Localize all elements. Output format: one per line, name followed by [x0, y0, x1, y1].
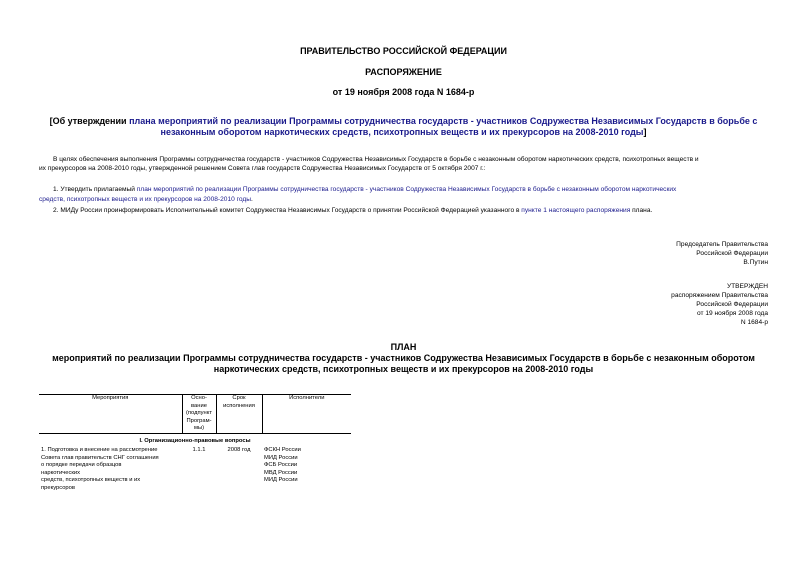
- plan-title: ПЛАН: [390, 342, 417, 352]
- approval-line3: Российской Федерации: [696, 301, 768, 308]
- document-date: от 19 ноября 2008 года N 1684-р: [332, 87, 475, 97]
- section-title: I. Организационно-правовые вопросы: [139, 437, 251, 444]
- section-row: [39, 433, 351, 447]
- signature-line2: Российской Федерации: [696, 250, 768, 257]
- activity-l5: средств, психотропных веществ и их: [41, 477, 141, 483]
- basis-h1: Осно-: [191, 395, 207, 401]
- table-row: [39, 447, 351, 492]
- approval-line5: N 1684-р: [740, 319, 768, 326]
- point1-link[interactable]: пункте 1 настоящего распоряжения: [521, 207, 631, 214]
- activity-l6: прекурсоров: [41, 484, 75, 491]
- item2-prefix: 2. МИДу России проинформировать Исполнительный комитет Содружества Независимых Государств о принятии Российской Федерацией указанного в: [53, 207, 522, 214]
- item2-suffix: плана.: [630, 207, 653, 214]
- item1-suffix: .: [250, 196, 253, 203]
- executors-cell: [262, 447, 351, 492]
- table-header-row: [39, 395, 351, 434]
- government-heading: ПРАВИТЕЛЬСТВО РОССИЙСКОЙ ФЕДЕРАЦИИ: [300, 46, 507, 56]
- approval-block: [560, 282, 768, 327]
- activity-l2: Совета глав правительств СНГ соглашения: [41, 454, 159, 461]
- document-type: РАСПОРЯЖЕНИЕ: [365, 67, 442, 77]
- signature-block: [560, 240, 768, 267]
- item1-line1: [53, 185, 773, 194]
- term-h2: исполнения: [223, 402, 255, 409]
- signature-line1: Председатель Правительства: [676, 241, 768, 248]
- plan-subtitle-line1: мероприятий по реализации Программы сотрудничества государств - участников Содружества Независимых Государств в борьбе с незаконным оборотом: [52, 353, 755, 363]
- item1-line2: [39, 195, 759, 204]
- executor-2: МИД России: [264, 454, 298, 461]
- document-title-line1: [0, 116, 807, 126]
- plan-subtitle-line2: наркотических средств, психотропных веществ и их прекурсоров на 2008-2010 годы: [213, 364, 594, 374]
- col-header-executors: Исполнители: [262, 395, 351, 434]
- executor-1: ФСКН России: [264, 447, 301, 453]
- term-cell: 2008 год: [227, 447, 251, 453]
- basis-h3: (подпункт: [185, 410, 213, 416]
- document-title-line2: [0, 127, 807, 137]
- activity-l4: наркотических: [41, 469, 81, 476]
- signature-name: В.Путин: [743, 259, 768, 266]
- activity-l1: 1. Подготовка и внесение на рассмотрение: [41, 447, 158, 453]
- activity-cell: [39, 447, 182, 492]
- executor-5: МИД России: [264, 477, 298, 483]
- executor-3: ФСБ России: [264, 462, 298, 468]
- activity-l3: о порядке передачи образцов: [41, 462, 122, 468]
- title-open: [Об утверждении: [49, 116, 130, 126]
- item2: [53, 206, 773, 215]
- executor-4: МВД России: [264, 469, 298, 476]
- plan-table: [39, 394, 351, 492]
- col-header-basis: [182, 395, 216, 434]
- plan-link[interactable]: план мероприятий по реализации Программы сотрудничества государств - участников Содружества Независимых Государств в борьбе с незаконным оборотом наркотических: [136, 186, 677, 193]
- plan-title-link-cont[interactable]: незаконным оборотом наркотических средств, психотропных веществ и их прекурсоров на 2008-2010 годы: [160, 127, 644, 137]
- item1-prefix: 1. Утвердить прилагаемый: [53, 186, 137, 193]
- intro-paragraph-line2: их прекурсоров на 2008-2010 годы, утвержденной решением Совета глав государств Содружества Независимых Государств от 5 октября 2007 г.:: [39, 165, 486, 172]
- intro-paragraph-line1: В целях обеспечения выполнения Программы сотрудничества государств - участников Содружества Независимых Государств в борьбе с незаконным оборотом наркотических средств, психотропных веществ и: [53, 156, 699, 163]
- basis-cell: 1.1.1: [192, 447, 206, 453]
- col-header-term: [216, 395, 262, 434]
- basis-h5: мы): [193, 425, 205, 431]
- col-header-activities: Мероприятия: [39, 395, 182, 434]
- approval-line1: УТВЕРЖДЕН: [726, 283, 768, 290]
- term-h1: Срок: [232, 395, 246, 401]
- basis-h4: Програм-: [186, 417, 212, 424]
- plan-title-link[interactable]: плана мероприятий по реализации Программы сотрудничества государств - участников Содружества Независимых Государств в борьбе с: [129, 116, 758, 126]
- plan-link-cont[interactable]: средств, психотропных веществ и их прекурсоров на 2008-2010 годы: [39, 196, 251, 203]
- title-close: ]: [643, 127, 647, 137]
- approval-line4: от 19 ноября 2008 года: [697, 310, 768, 317]
- basis-h2: вание: [191, 402, 207, 409]
- approval-line2: распоряжением Правительства: [671, 292, 768, 299]
